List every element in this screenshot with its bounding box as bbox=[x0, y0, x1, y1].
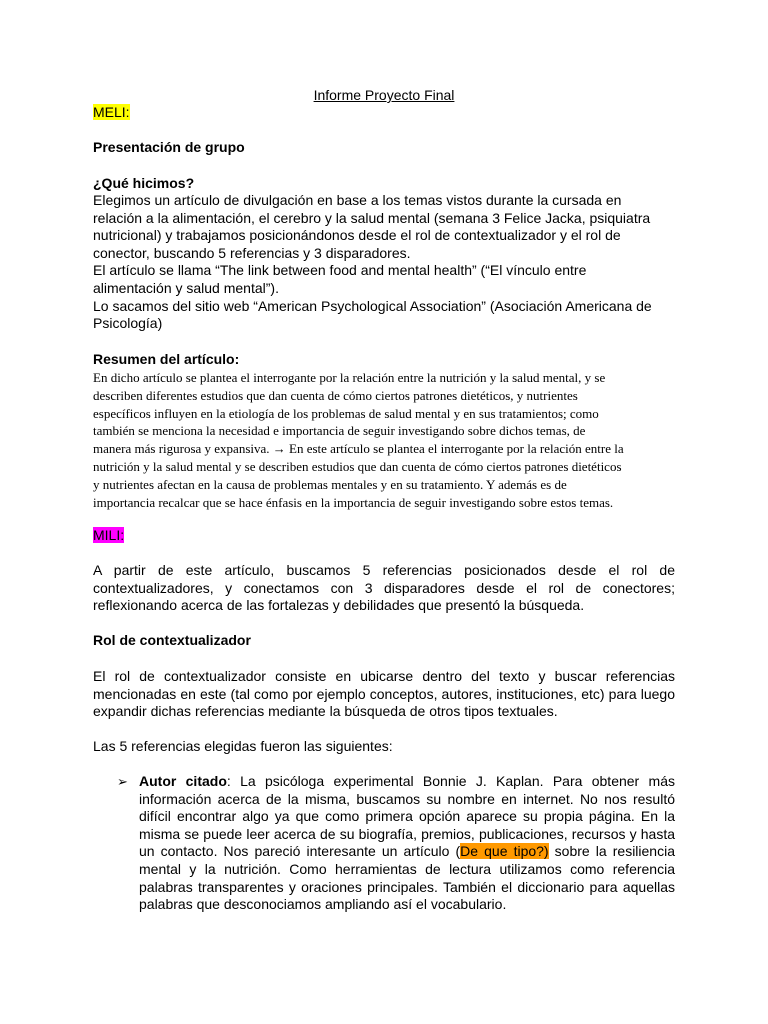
context-heading: Rol de contextualizador bbox=[93, 632, 251, 648]
comment-highlight: De que tipo?) bbox=[460, 843, 549, 860]
context-paragraph: El rol de contextualizador consiste en ubicarse dentro del texto y buscar referencias mencionadas en este (tal como por ejemplo conceptos, autores, instituciones, etc) para luego expandir dichas referencias mediante la búsqueda de otros tipos textuales. bbox=[93, 668, 675, 720]
text-line: relación a la alimentación, el cerebro y la salud mental (semana 3 Felice Jacka, psiquiatra bbox=[93, 209, 651, 226]
text-line: Psicología) bbox=[93, 315, 163, 332]
text-line: también se menciona la necesidad e importancia de seguir investigando sobre dichos temas, de bbox=[93, 423, 586, 439]
text-line: alimentación y salud mental”). bbox=[93, 279, 279, 296]
document-title: Informe Proyecto Final bbox=[313, 87, 455, 103]
references-intro: Las 5 referencias elegidas fueron las siguientes: bbox=[93, 738, 393, 754]
text-line: En dicho artículo se plantea el interrogante por la relación entre la nutrición y la salud mental, y se bbox=[93, 370, 606, 385]
bullet-label: Autor citado bbox=[139, 773, 227, 789]
text-line: Lo sacamos del sitio web “American Psychological Association” (Asociación Americana de bbox=[93, 297, 652, 314]
summary-paragraph bbox=[93, 369, 693, 511]
mili-highlight: MILI: bbox=[93, 527, 125, 543]
group-heading: Presentación de grupo bbox=[93, 139, 245, 155]
references-list bbox=[117, 773, 675, 914]
section-meli-label bbox=[93, 104, 675, 122]
text-line: importancia recalcar que se hace énfasis en la importancia de seguir investigando sobre estos temas. bbox=[93, 494, 614, 510]
what-heading: ¿Qué hicimos? bbox=[93, 175, 195, 191]
text-line: describen diferentes estudios que dan cuenta de cómo ciertos patrones dietéticos, y nutrientes bbox=[93, 387, 578, 403]
what-paragraph bbox=[93, 192, 693, 333]
text-line: nutricional) y trabajamos posicionándonos desde el rol de contextualizador y el rol de bbox=[93, 227, 621, 244]
text-line: Elegimos un artículo de divulgación en base a los temas vistos durante la cursada en bbox=[93, 192, 622, 208]
text-line: El artículo se llama “The link between food and mental health” (“El vínculo entre bbox=[93, 262, 587, 279]
text-line: nutrición y la salud mental y se describen estudios que dan cuenta de cómo ciertos patrones dietéticos bbox=[93, 458, 622, 474]
section-mili-label bbox=[93, 527, 675, 545]
text-line: conector, buscando 5 referencias y 3 disparadores. bbox=[93, 244, 411, 261]
meli-highlight: MELI: bbox=[93, 104, 130, 120]
text-line: específicos influyen en la etiología de los problemas de salud mental y en sus tratamientos; como bbox=[93, 405, 599, 421]
text-line: manera más rigurosa y expansiva. → En este artículo se plantea el interrogante por la relación entre la bbox=[93, 441, 624, 457]
intro-paragraph: A partir de este artículo, buscamos 5 referencias posicionados desde el rol de contextualizadores, y conectamos con 3 disparadores desde el rol de conectores; reflexionando acerca de las fortalezas y debilidades que presentó la búsqueda. bbox=[93, 562, 675, 614]
list-item: Autor citado: La psicóloga experimental Bonnie J. Kaplan. Para obtener más información acerca de la misma, buscamos su nombre en internet. No nos resultó difícil encontrar algo ya que como primera opción aparece su propia página. En la misma se puede leer acerca de su biografía, premios, publicaciones, recursos y hasta un contacto. Nos pareció interesante un artículo (De que tipo?) sobre la resiliencia mental y la nutrición. Como herramientas de lectura utilizamos como referencia palabras transparentes y oraciones principales. También el diccionario para aquellas palabras que desconociamos ampliando así el vocabulario. bbox=[139, 773, 675, 913]
arrow-bullet-icon: ➢ bbox=[117, 774, 128, 789]
text-line: y nutrientes afectan en la causa de problemas mentales y en su tratamiento. Y además es de bbox=[93, 476, 567, 492]
summary-heading: Resumen del artículo: bbox=[93, 351, 240, 367]
